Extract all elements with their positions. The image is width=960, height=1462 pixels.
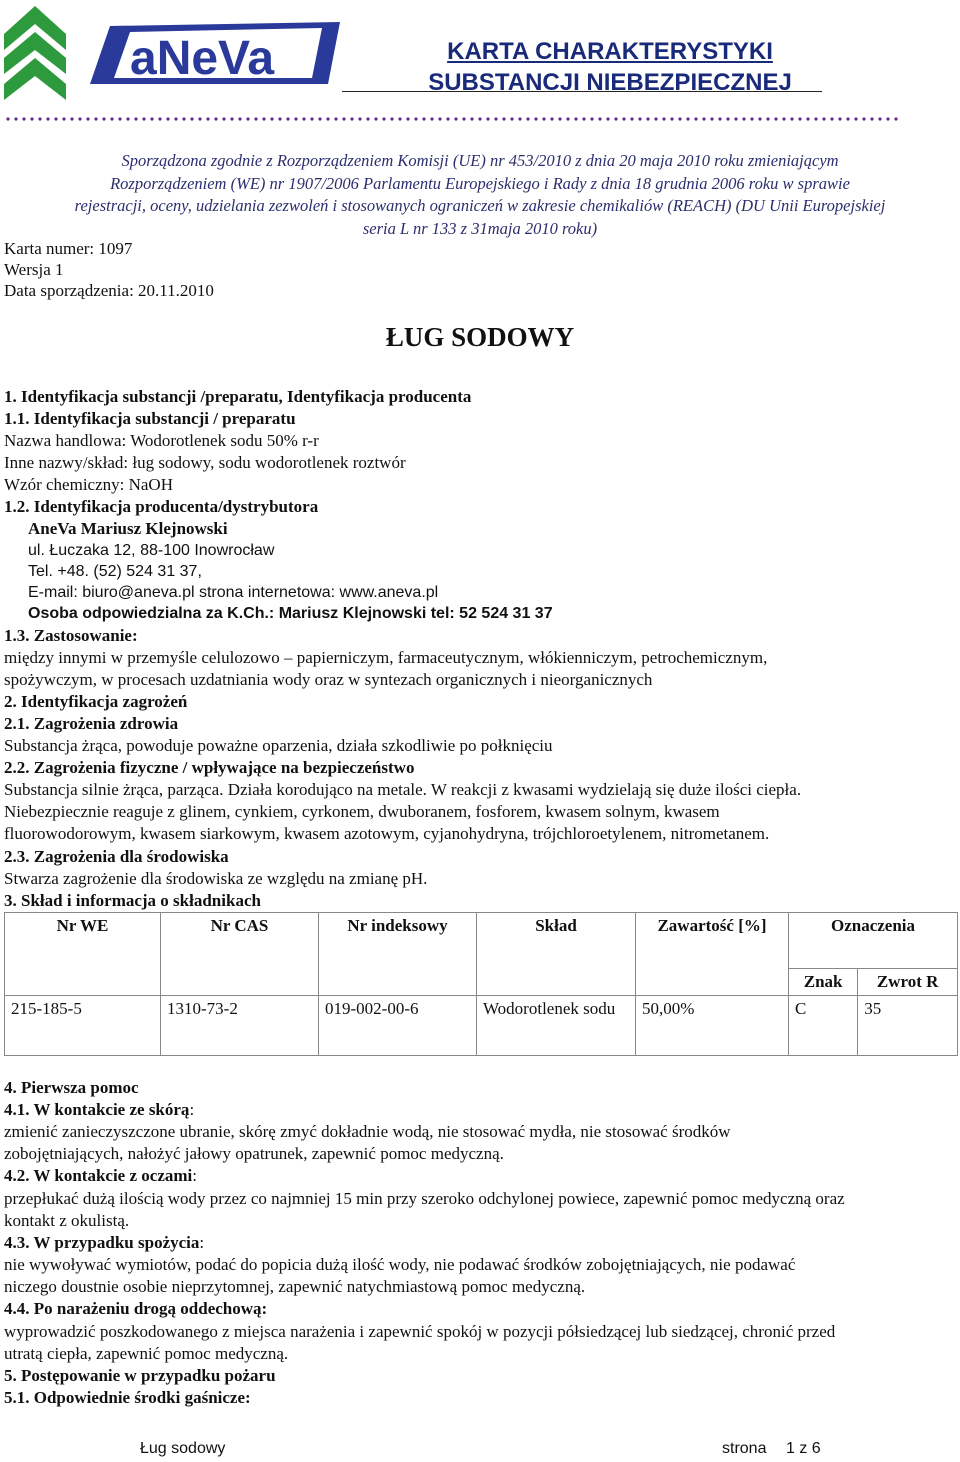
cell-nr-index: 019-002-00-6 [319,996,477,1056]
version: Wersja 1 [4,260,64,279]
section-4-3: 4.3. W przypadku spożycia: [4,1233,205,1252]
col-nr-index: Nr indeksowy [319,913,477,996]
section-2-3-heading: 2.3. Zagrożenia dla środowiska [4,847,229,866]
cell-nr-we: 215-185-5 [5,996,161,1056]
company-address: ul. Łuczaka 12, 88-100 Inowrocław [28,542,275,559]
cell-nr-cas: 1310-73-2 [161,996,319,1056]
regulation-line: Rozporządzeniem (WE) nr 1907/2006 Parlamentu Europejskiego i Rady z dnia 18 grudnia 2006 roku w sprawie [110,173,850,193]
company-name: AneVa Mariusz Klejnowski [28,519,228,538]
title-line-1: KARTA CHARAKTERYSTYKI [447,38,773,65]
dotted-divider [4,116,900,122]
title-underline [342,91,822,92]
section-1-1-heading: 1.1. Identyfikacja substancji / preparatu [4,409,296,428]
inhalation-text: utratą ciepła, zapewnić pomoc medyczną. [4,1344,289,1363]
regulation-line: seria L nr 133 z 31maja 2010 roku) [362,218,598,238]
physical-hazard-text: fluorowodorowym, kwasem siarkowym, kwasem azotowym, cyjanohydryna, trójchloroetylenem, nitrometanem. [4,824,770,843]
document-title [340,36,880,98]
col-zawartosc: Zawartość [%] [636,913,789,996]
section-4-heading: 4. Pierwsza pomoc [4,1078,139,1097]
cell-zwrot: 35 [858,996,958,1056]
section-3-heading: 3. Skład i informacja o składnikach [4,891,261,910]
footer-page-number: 1 z 6 [786,1440,821,1457]
section-1-3-heading: 1.3. Zastosowanie: [4,626,138,645]
use-text: spożywczym, w procesach uzdatniania wody oraz w syntezach organicznych i nieorganicznych [4,670,653,689]
section-4-1-heading: 4.1. W kontakcie ze skórą [4,1100,190,1119]
footer-document-name: Ług sodowy [140,1440,226,1457]
product-name: ŁUG SODOWY [385,322,575,352]
col-znak: Znak [789,969,858,996]
section-4-3-heading: 4.3. W przypadku spożycia [4,1233,200,1252]
section-2-1-heading: 2.1. Zagrożenia zdrowia [4,714,179,733]
footer-page-label: strona [722,1440,767,1457]
section-2-2-heading: 2.2. Zagrożenia fizyczne / wpływające na bezpieczeństwo [4,758,415,777]
responsible-person: Osoba odpowiedzialna za K.Ch.: Mariusz Klejnowski tel: 52 524 31 37 [28,605,553,622]
section-4-4-heading: 4.4. Po narażeniu drogą oddechową: [4,1299,268,1318]
inhalation-text: wyprowadzić poszkodowanego z miejsca narażenia i zapewnić spokój w pozycji półsiedzącej lub siedzącej, chronić przed [4,1322,836,1341]
cell-znak: C [789,996,858,1056]
cell-zawartosc: 50,00% [636,996,789,1056]
col-nr-we: Nr WE [5,913,161,996]
regulation-line: Sporządzona zgodnie z Rozporządzeniem Komisji (UE) nr 453/2010 z dnia 20 maja 2010 roku zmieniającym [121,151,839,170]
col-nr-cas: Nr CAS [161,913,319,996]
col-zwrot: Zwrot R [858,969,958,996]
chemical-formula: Wzór chemiczny: NaOH [4,475,173,494]
col-oznaczenia: Oznaczenia [789,913,958,969]
aneva-logo-wordmark [90,18,340,90]
card-number: Karta numer: 1097 [4,239,133,258]
eye-contact-text: kontakt z okulistą. [4,1211,130,1230]
section-4-2: 4.2. W kontakcie z oczami: [4,1166,197,1185]
svg-text:aNeVa: aNeVa [130,32,275,85]
health-hazard-text: Substancja żrąca, powoduje poważne oparzenia, działa szkodliwie po połknięciu [4,736,553,755]
skin-contact-text: zmienić zanieczyszczone ubranie, skórę zmyć dokładnie wodą, nie stosować mydła, nie stosować środków [4,1122,731,1141]
creation-date: Data sporządzenia: 20.11.2010 [4,281,214,300]
section-1-heading: 1. Identyfikacja substancji /preparatu, Identyfikacja producenta [4,387,472,406]
regulation-line: rejestracji, oceny, udzielania zezwoleń i stosowanych ograniczeń w zakresie chemikaliów (REACH) (DU Unii Europejskiej [74,196,886,215]
section-4-1: 4.1. W kontakcie ze skórą: [4,1100,195,1119]
physical-hazard-text: Substancja silnie żrąca, parząca. Działa korodująco na metale. W reakcji z kwasami wydzielają się duże ilości ciepła. [4,780,802,799]
regulation-note [0,150,960,240]
cell-sklad: Wodorotlenek sodu [477,996,636,1056]
aneva-logo-mark [2,4,68,102]
skin-contact-text: zobojętniających, nałożyć jałowy opatrunek, zapewnić pomoc medyczną. [4,1144,504,1163]
use-text: między innymi w przemyśle celulozowo – papierniczym, farmaceutycznym, włókienniczym, petrochemicznym, [4,648,768,667]
company-contact: E-mail: biuro@aneva.pl strona internetowa: www.aneva.pl [28,584,439,601]
physical-hazard-text: Niebezpiecznie reaguje z glinem, cynkiem, cyrkonem, dwuboranem, fosforem, kwasem solnym, kwasem [4,802,720,821]
ingestion-text: niczego doustnie osobie nieprzytomnej, zapewnić natychmiastową pomoc medyczną. [4,1277,586,1296]
section-2-heading: 2. Identyfikacja zagrożeń [4,692,188,711]
section-1-2-heading: 1.2. Identyfikacja producenta/dystrybutora [4,497,319,516]
environment-hazard-text: Stwarza zagrożenie dla środowiska ze względu na zmianę pH. [4,869,428,888]
other-names: Inne nazwy/skład: ług sodowy, sodu wodorotlenek roztwór [4,453,406,472]
section-5-1-heading: 5.1. Odpowiednie środki gaśnicze: [4,1388,251,1407]
col-sklad: Skład [477,913,636,996]
section-4-2-heading: 4.2. W kontakcie z oczami [4,1166,193,1185]
ingestion-text: nie wywoływać wymiotów, podać do popicia dużą ilość wody, nie podawać środków zobojętniających, nie podawać [4,1255,796,1274]
company-phone: Tel. +48. (52) 524 31 37, [28,563,202,580]
composition-table [4,912,958,1056]
title-line-2: SUBSTANCJI NIEBEZPIECZNEJ [428,69,792,96]
trade-name: Nazwa handlowa: Wodorotlenek sodu 50% r-r [4,431,319,450]
eye-contact-text: przepłukać dużą ilością wody przez co najmniej 15 min przy szeroko odchylonej powiece, zapewnić pomoc medyczną oraz [4,1189,845,1208]
section-5-heading: 5. Postępowanie w przypadku pożaru [4,1366,276,1385]
